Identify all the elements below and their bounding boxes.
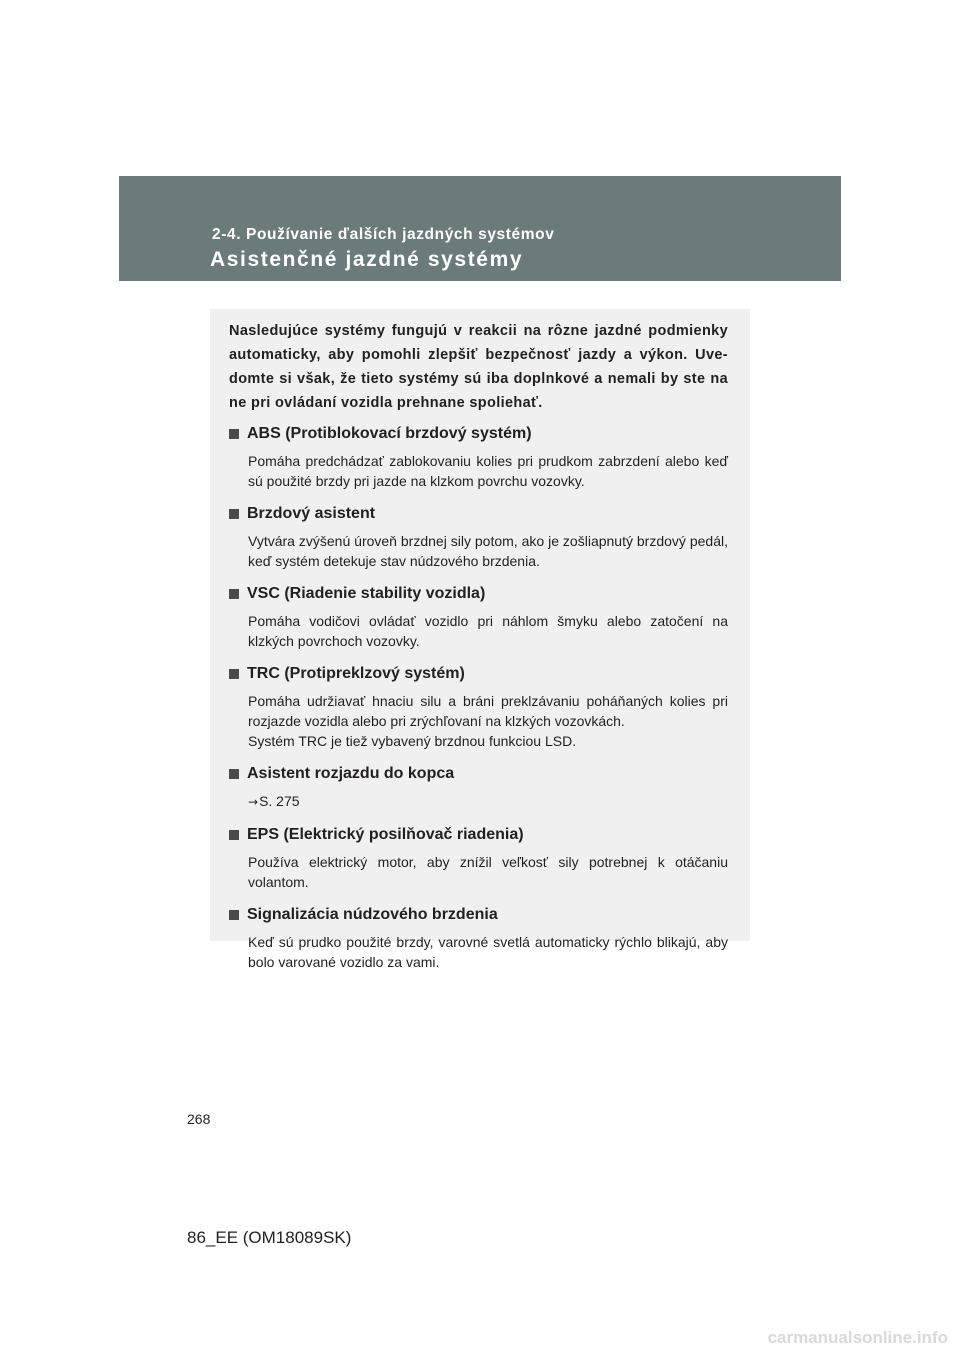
item-brake-assist (229, 503, 728, 571)
arrow-right-icon: → (248, 795, 259, 809)
item-text: Pomáha predchádzať zablokovaniu kolies pri prudkom zabrzdení alebo keď sú použité brzdy pri jazde na klzkom povrchu vozovky. (248, 453, 728, 489)
item-title: Brzdový asistent (247, 505, 376, 522)
item-title: Asistent rozjazdu do kopca (247, 765, 455, 782)
item-text: Používa elektrický motor, aby znížil veľkosť sily potrebnej k otáčaniu volantom. (248, 854, 728, 890)
square-bullet-icon (229, 769, 239, 779)
chapter-header (119, 176, 841, 281)
item-body (248, 852, 728, 892)
section-label: 2-4. Používanie ďalších jazdných systémov (212, 226, 555, 243)
square-bullet-icon (229, 509, 239, 519)
item-heading (229, 503, 728, 525)
item-text: Keď sú prudko použité brzdy, varovné svetlá automaticky rýchlo blikajú, aby bolo varované vozidlo za vami. (248, 934, 728, 970)
item-heading (229, 904, 728, 926)
item-hill-start-assist (229, 763, 728, 812)
page-number: 268 (187, 1111, 211, 1127)
item-body (248, 791, 728, 812)
item-body (248, 451, 728, 491)
item-title: VSC (Riadenie stability vozidla) (247, 585, 486, 602)
item-heading (229, 824, 728, 846)
item-abs (229, 423, 728, 491)
item-text: Pomáha udržiavať hnaciu silu a bráni preklzávaniu poháňaných kolies pri rozjazde vozidla alebo pri zrýchľovaní na klzkých vozovkách. (248, 693, 728, 729)
item-body (248, 531, 728, 571)
item-title: Signalizácia núdzového brzdenia (247, 906, 498, 923)
watermark: carmanualsonline.info (767, 1328, 948, 1347)
item-heading (229, 423, 728, 445)
square-bullet-icon (229, 429, 239, 439)
square-bullet-icon (229, 589, 239, 599)
page-title: Asistenčné jazdné systémy (210, 248, 524, 271)
item-text-secondary: Systém TRC je tiež vybavený brzdnou funkciou LSD. (248, 733, 577, 749)
item-text: Pomáha vodičovi ovládať vozidlo pri náhlom šmyku alebo zatočení na klzkých povrchoch vozovky. (248, 613, 728, 649)
item-title: TRC (Protipreklzový systém) (247, 665, 465, 682)
intro-paragraph: Nasledujúce systémy fungujú v reakcii na rôzne jazdné podmienky automaticky, aby pomohli zlepšiť bezpečnosť jazdy a výkon. Uve-domte si však, že tieto systémy sú iba doplnkové a nemali by ste na ne pri ovládaní vozidla prehnane spoliehať. (229, 323, 728, 411)
square-bullet-icon (229, 669, 239, 679)
item-body (248, 932, 728, 972)
item-heading (229, 663, 728, 685)
item-vsc (229, 583, 728, 651)
item-eps (229, 824, 728, 892)
item-body (248, 691, 728, 751)
item-text: Vytvára zvýšenú úroveň brzdnej sily potom, ako je zošliapnutý brzdový pedál, keď systém detekuje stav núdzového brzdenia. (248, 533, 728, 569)
document-code: 86_EE (OM18089SK) (187, 1228, 352, 1247)
item-title: EPS (Elektrický posilňovač riadenia) (247, 826, 524, 843)
item-trc (229, 663, 728, 751)
item-body (248, 611, 728, 651)
item-heading (229, 583, 728, 605)
item-heading (229, 763, 728, 785)
square-bullet-icon (229, 910, 239, 920)
page-reference-text: S. 275 (259, 793, 300, 809)
page-reference[interactable] (248, 791, 728, 812)
item-emergency-brake-signal (229, 904, 728, 972)
content-box (210, 309, 750, 970)
item-title: ABS (Protiblokovací brzdový systém) (247, 425, 532, 442)
square-bullet-icon (229, 830, 239, 840)
